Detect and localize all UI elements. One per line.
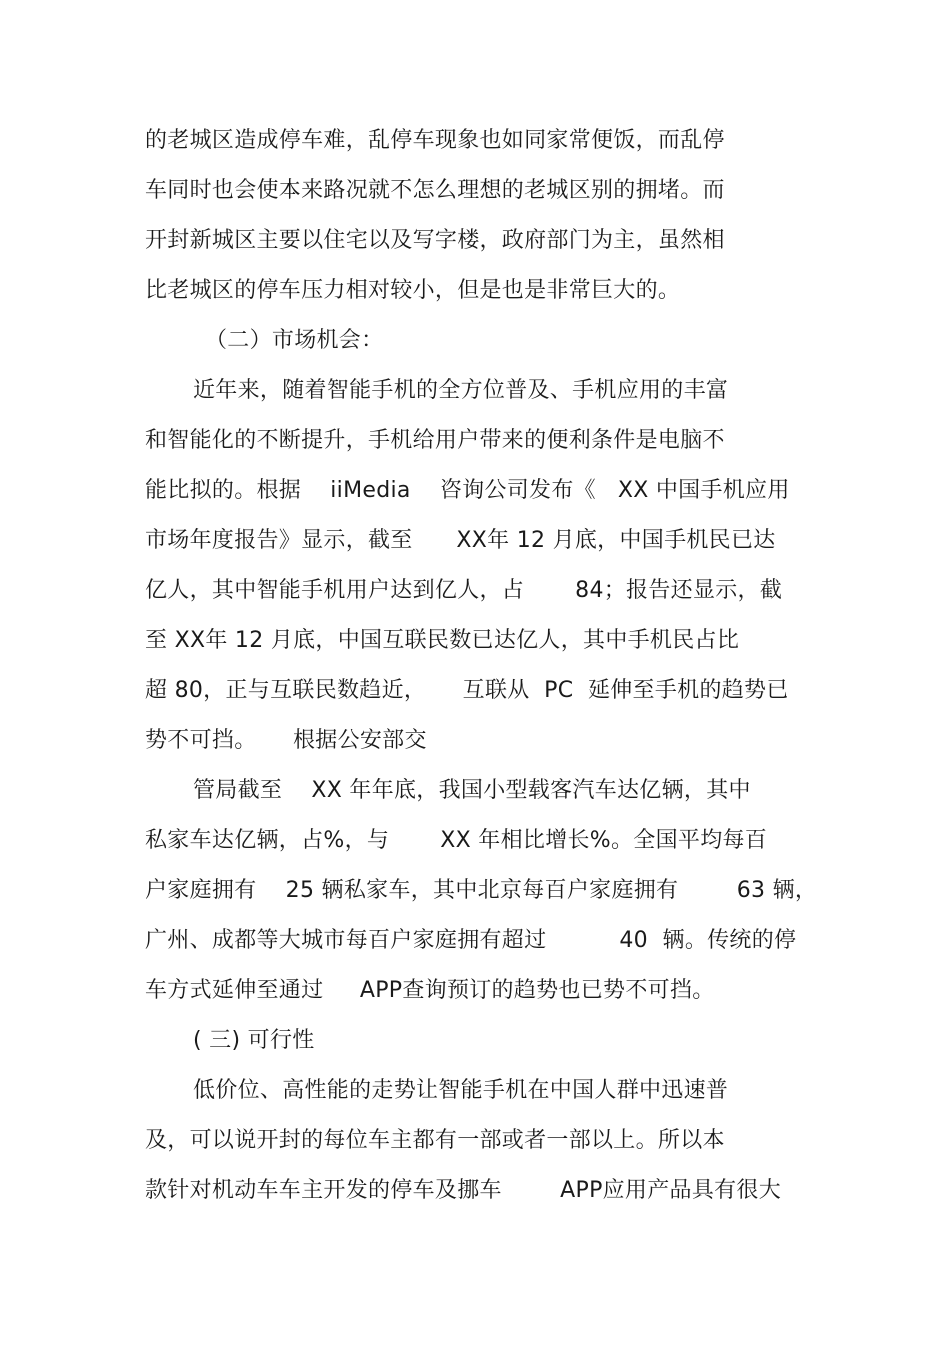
text-line: 及，可以说开封的每位车主都有一部或者一部以上。所以本 <box>145 1128 725 1153</box>
text-line: 亿人，其中智能手机用户达到亿人，占 84；报告还显示，截 <box>145 578 783 603</box>
text-line: 开封新城区主要以住宅以及写字楼，政府部门为主，虽然相 <box>145 228 725 253</box>
section-heading-market-opportunity: （二）市场机会： <box>205 328 384 353</box>
text-line: 能比拟的。根据 iiMedia 咨询公司发布《 XX 中国手机应用 <box>145 478 790 503</box>
text-line: 势不可挡。 根据公安部交 <box>145 728 427 753</box>
text-line: 和智能化的不断提升，手机给用户带来的便利条件是电脑不 <box>145 428 725 453</box>
text-line: 比老城区的停车压力相对较小，但是也是非常巨大的。 <box>145 278 681 303</box>
text-line: 的老城区造成停车难，乱停车现象也如同家常便饭，而乱停 <box>145 128 725 153</box>
text-line: 广州、成都等大城市每百户家庭拥有超过 40 辆。传统的停 <box>145 928 797 953</box>
paragraph-first-line: 管局截至 XX 年年底，我国小型载客汽车达亿辆，其中 <box>193 778 751 803</box>
paragraph-first-line: 近年来，随着智能手机的全方位普及、手机应用的丰富 <box>193 378 729 403</box>
text-line: 超 80，正与互联民数趋近， 互联从 PC 延伸至手机的趋势已 <box>145 678 789 703</box>
text-line: 车同时也会使本来路况就不怎么理想的老城区别的拥堵。而 <box>145 178 725 203</box>
text-line: 市场年度报告》显示，截至 XX年 12 月底，中国手机民已达 <box>145 528 776 553</box>
section-heading-feasibility: ( 三) 可行性 <box>193 1028 315 1053</box>
text-line: 至 XX年 12 月底，中国互联民数已达亿人，其中手机民占比 <box>145 628 740 653</box>
paragraph-first-line: 低价位、高性能的走势让智能手机在中国人群中迅速普 <box>193 1078 729 1103</box>
text-line: 款针对机动车车主开发的停车及挪车 APP应用产品具有很大 <box>145 1178 782 1203</box>
text-line: 车方式延伸至通过 APP查询预订的趋势也已势不可挡。 <box>145 978 715 1003</box>
text-line: 私家车达亿辆，占%，与 XX 年相比增长%。全国平均每百 <box>145 828 768 853</box>
text-line: 户家庭拥有 25 辆私家车，其中北京每百户家庭拥有 63 辆， <box>145 878 818 903</box>
